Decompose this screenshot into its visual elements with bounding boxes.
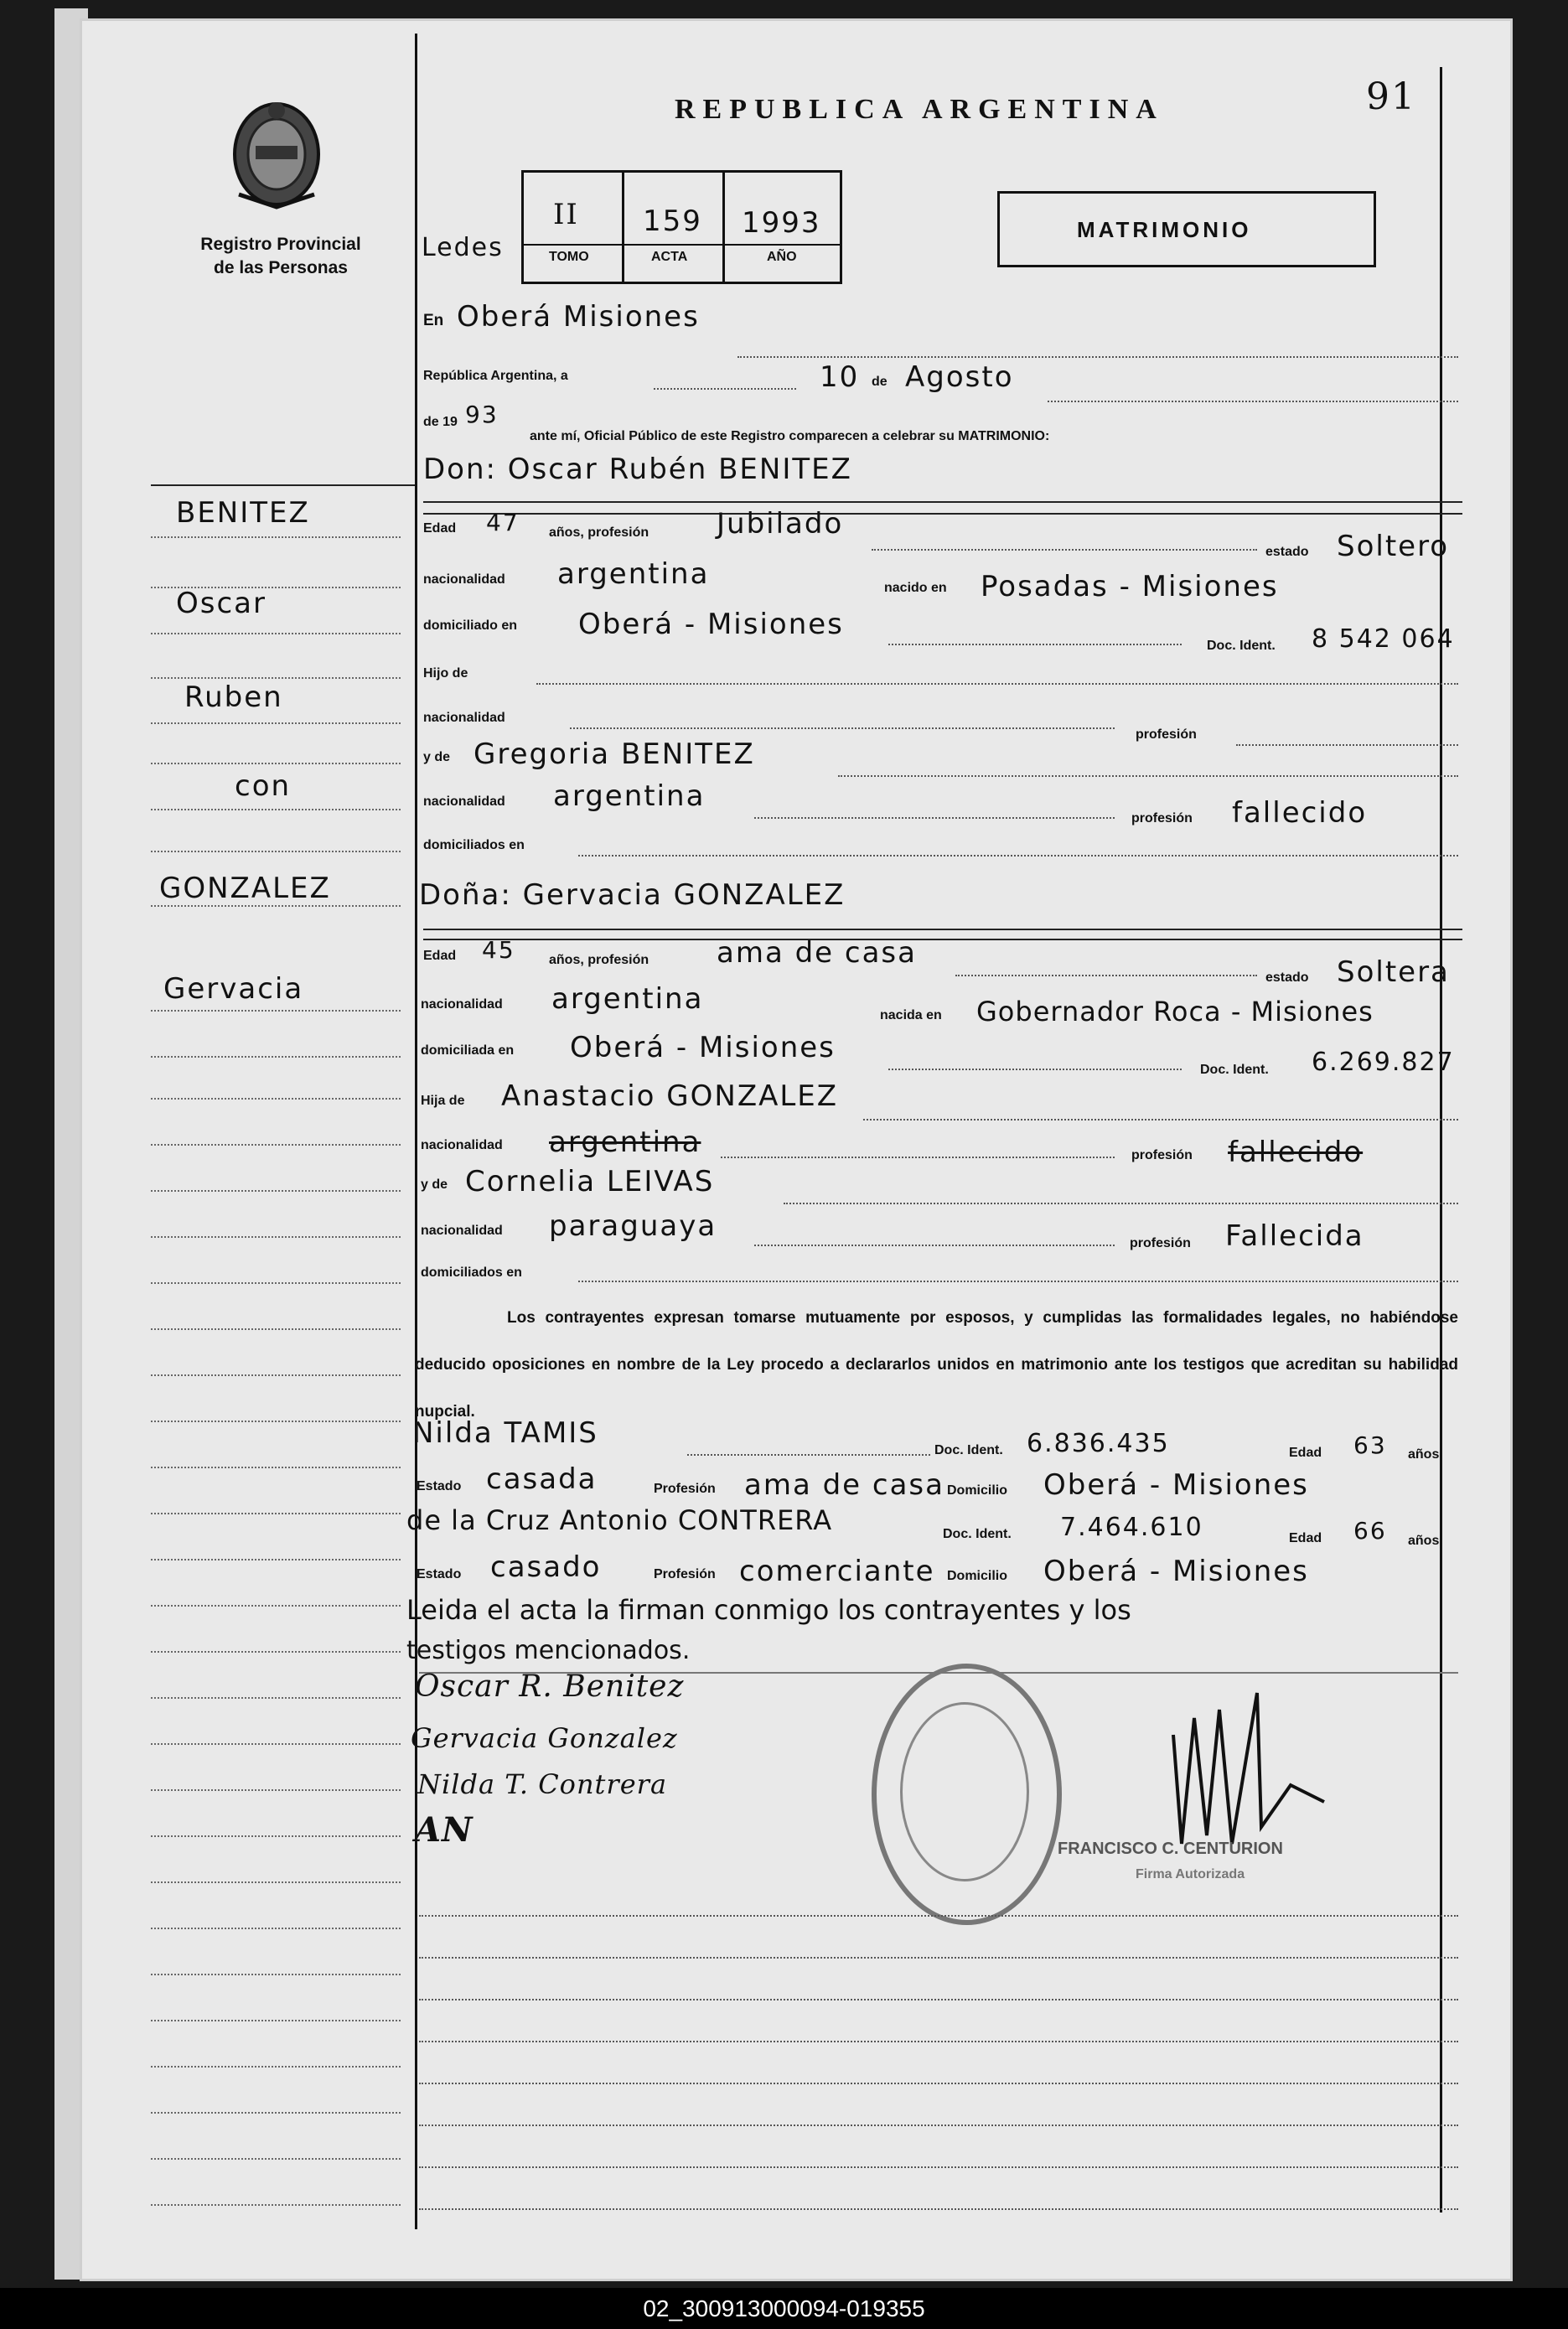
groom-section-rule — [423, 513, 1462, 515]
groom-prof-padre-label: profesión — [1136, 727, 1197, 742]
margin-rule — [151, 2158, 401, 2160]
witness2-profesion-label: Profesión — [654, 1567, 716, 1581]
intro-place-line — [737, 356, 1458, 358]
coat-of-arms-emblem — [222, 94, 331, 211]
witness1-domicilio: Oberá - Misiones — [1043, 1468, 1309, 1502]
groom-nacido: Posadas - Misiones — [981, 570, 1279, 603]
bride-heading-rule — [423, 929, 1462, 930]
groom-domicilio-label: domiciliado en — [423, 618, 518, 633]
margin-rule — [151, 1743, 401, 1745]
margin-rule — [151, 1697, 401, 1699]
bride-hija-label: Hija de — [421, 1094, 465, 1108]
margin-rule — [151, 1513, 401, 1514]
intro-day: 10 — [820, 360, 860, 394]
bride-nacionalidad: argentina — [551, 982, 704, 1016]
margin-rule — [151, 536, 401, 538]
groom-edad: 47 — [486, 509, 520, 536]
groom-heading: Don: Oscar Rubén BENITEZ — [423, 453, 852, 486]
de-label: de — [872, 375, 887, 389]
bride-domicilio-line — [888, 1069, 1182, 1070]
groom-estado: Soltero — [1337, 530, 1450, 563]
witness1-anos: años — [1408, 1447, 1440, 1462]
witness2-edad-label: Edad — [1289, 1531, 1322, 1545]
groom-doc: 8 542 064 — [1312, 624, 1455, 654]
closing-line1: Leida el acta la firman conmigo los contrayentes y los — [406, 1594, 1131, 1626]
ledes-note: Ledes — [422, 233, 504, 262]
groom-profesion-line — [872, 549, 1257, 551]
bride-edad: 45 — [482, 936, 515, 964]
year-suffix: 93 — [465, 401, 499, 428]
witness1-name-line — [687, 1454, 930, 1456]
margin-rule — [151, 1328, 401, 1330]
margin-rule — [151, 1098, 401, 1100]
margin-con: con — [235, 769, 292, 803]
margin-rule — [151, 1010, 401, 1012]
groom-nacido-label: nacido en — [884, 581, 947, 595]
margin-rule — [151, 1835, 401, 1837]
bride-domicilio: Oberá - Misiones — [570, 1031, 836, 1064]
margin-rule — [151, 633, 401, 634]
bride-heading: Doña: Gervacia GONZALEZ — [419, 878, 846, 912]
margin-rule — [151, 1651, 401, 1653]
bride-estado: Soltera — [1337, 955, 1450, 989]
officer-name: FRANCISCO C. CENTURION — [1058, 1840, 1283, 1858]
intro-month: Agosto — [905, 360, 1014, 394]
signature-groom: Oscar R. Benitez — [415, 1669, 685, 1704]
groom-estado-label: estado — [1265, 545, 1309, 559]
witness2-doc-label: Doc. Ident. — [943, 1527, 1012, 1541]
margin-rule — [151, 1056, 401, 1058]
page-number: 91 — [1366, 75, 1416, 118]
groom-hijo-label: Hijo de — [423, 666, 468, 681]
registry-name — [172, 233, 390, 280]
bride-domiciliados-label: domiciliados en — [421, 1265, 522, 1280]
groom-nac-madre-line — [754, 817, 1115, 819]
bride-domicilio-label: domiciliada en — [421, 1043, 515, 1058]
officer-title: Firma Autorizada — [1136, 1867, 1245, 1881]
bride-padre-line — [863, 1119, 1458, 1121]
witness1-domicilio-label: Domicilio — [947, 1483, 1008, 1498]
groom-heading-rule — [423, 501, 1462, 503]
margin-rule — [151, 1421, 401, 1422]
margin-name1b: Ruben — [184, 681, 283, 714]
bride-doc: 6.269.827 — [1312, 1048, 1455, 1077]
bride-domiciliados-line — [578, 1281, 1458, 1282]
margin-rule — [151, 2066, 401, 2068]
margin-name2: Gervacia — [163, 972, 304, 1006]
acta-value: 159 — [643, 204, 702, 238]
closing-line2: testigos mencionados. — [406, 1636, 691, 1665]
groom-nac-padre-label: nacionalidad — [423, 711, 505, 725]
witness1-estado: casada — [486, 1462, 598, 1496]
groom-nac-madre-label: nacionalidad — [423, 794, 505, 809]
margin-rule — [151, 1282, 401, 1284]
ante-text: ante mí, Oficial Público de este Registro comparecen a celebrar su MATRIMONIO: — [530, 429, 1050, 443]
witness2-profesion: comerciante — [739, 1555, 935, 1588]
year-prefix: de 19 — [423, 415, 458, 429]
blank-line — [419, 1915, 1458, 1917]
groom-madre: Gregoria BENITEZ — [474, 738, 755, 771]
witness1-profesion-label: Profesión — [654, 1482, 716, 1496]
bride-section-rule — [423, 939, 1462, 940]
witness2-domicilio: Oberá - Misiones — [1043, 1555, 1309, 1588]
bride-madre-line — [784, 1203, 1458, 1204]
signature-bride: Gervacia Gonzalez — [411, 1722, 678, 1754]
bride-madre: Cornelia LEIVAS — [465, 1165, 715, 1198]
bride-ymadre-label: y de — [421, 1177, 448, 1192]
margin-rule — [151, 1467, 401, 1468]
tomo-label: TOMO — [549, 250, 589, 264]
margin-rule — [151, 809, 401, 810]
margin-top-rule — [151, 484, 415, 486]
bride-nac-padre: argentina — [549, 1126, 701, 1159]
groom-hijo-line — [536, 683, 1458, 685]
tomo-value: II — [553, 198, 579, 231]
blank-line — [419, 2041, 1458, 2042]
margin-rule — [151, 1881, 401, 1883]
declaration-paragraph: Los contrayentes expresan tomarse mutuamente por esposos, y cumplidas las formalidades legales, no habiéndose deducido oposiciones en nombre de la Ley procedo a declararlos unidos en matrimonio ante los testigos que acreditan su habilidad nupcial. — [415, 1309, 1458, 1421]
groom-nac-madre: argentina — [553, 779, 706, 813]
witness1-estado-label: Estado — [417, 1479, 462, 1493]
margin-rule — [151, 1789, 401, 1791]
margin-rule — [151, 2112, 401, 2114]
groom-doc-label: Doc. Ident. — [1207, 639, 1276, 653]
margin-rule — [151, 2204, 401, 2206]
groom-nacionalidad-label: nacionalidad — [423, 572, 505, 587]
groom-domicilio-line — [888, 644, 1182, 645]
margin-rule — [151, 722, 401, 724]
acta-label: ACTA — [651, 250, 688, 264]
witness2-domicilio-label: Domicilio — [947, 1569, 1008, 1583]
groom-domicilio: Oberá - Misiones — [578, 608, 844, 641]
groom-madre-line — [838, 775, 1458, 777]
bride-prof-padre-label: profesión — [1131, 1148, 1193, 1162]
margin-surname2: GONZALEZ — [159, 872, 331, 905]
bride-nacida: Gobernador Roca - Misiones — [976, 996, 1374, 1027]
day-line — [654, 388, 796, 390]
margin-rule — [151, 763, 401, 764]
bride-prof-madre-label: profesión — [1130, 1236, 1191, 1250]
bride-padre: Anastacio GONZALEZ — [501, 1079, 839, 1113]
registry-line1: Registro Provincial — [200, 235, 361, 254]
acta-cell — [624, 173, 725, 282]
groom-edad-label: Edad — [423, 521, 457, 536]
record-type-box — [997, 191, 1376, 267]
groom-domiciliados-label: domiciliados en — [423, 838, 525, 852]
signature-witness: Nilda T. Contrera — [417, 1768, 668, 1800]
witness1-edad-label: Edad — [1289, 1446, 1322, 1460]
record-type: MATRIMONIO — [1077, 217, 1252, 242]
republica-label: República Argentina, a — [423, 369, 568, 383]
groom-profesion: Jubilado — [717, 507, 844, 541]
margin-rule — [151, 1190, 401, 1192]
witness1-edad: 63 — [1353, 1431, 1387, 1459]
margin-rule — [151, 1605, 401, 1607]
bride-estado-label: estado — [1265, 970, 1309, 985]
witness1-name: Nilda TAMIS — [412, 1416, 598, 1450]
groom-nacionalidad: argentina — [557, 557, 710, 591]
bride-edad-label: Edad — [423, 949, 457, 963]
blank-line — [419, 1957, 1458, 1959]
witness1-profesion: ama de casa — [744, 1468, 944, 1502]
ano-label: AÑO — [767, 250, 797, 264]
official-seal-stamp — [872, 1664, 1062, 1925]
groom-prof-madre-label: profesión — [1131, 811, 1193, 826]
groom-prof-padre-line — [1236, 744, 1458, 746]
intro-place: Oberá Misiones — [457, 300, 700, 334]
margin-name1: Oscar — [176, 587, 267, 620]
en-label: En — [423, 312, 444, 329]
blank-line — [419, 1999, 1458, 2000]
witness2-name: de la Cruz Antonio CONTRERA — [406, 1504, 833, 1536]
margin-rule — [151, 905, 401, 907]
margin-surname1: BENITEZ — [176, 496, 310, 530]
witness1-doc: 6.836.435 — [1027, 1429, 1170, 1458]
witness2-estado-label: Estado — [417, 1567, 462, 1581]
margin-rule — [151, 1559, 401, 1560]
right-margin-rule — [1440, 67, 1442, 2213]
scan-id-footer: 02_300913000094-019355 — [0, 2288, 1568, 2329]
groom-prof-madre: fallecido — [1232, 796, 1368, 830]
bride-anos-profesion: años, profesión — [549, 953, 649, 967]
bride-nac-madre-label: nacionalidad — [421, 1224, 503, 1238]
groom-ymadre-label: y de — [423, 750, 451, 764]
tomo-cell — [524, 173, 624, 282]
bride-nac-madre: paraguaya — [549, 1209, 717, 1243]
blank-line — [419, 2125, 1458, 2126]
bride-nac-padre-line — [721, 1157, 1115, 1158]
witness2-edad: 66 — [1353, 1517, 1387, 1545]
bride-nacionalidad-label: nacionalidad — [421, 997, 503, 1012]
margin-rule — [151, 587, 401, 588]
bride-prof-madre: Fallecida — [1225, 1219, 1364, 1253]
margin-rule — [151, 1236, 401, 1238]
margin-rule — [151, 1144, 401, 1146]
bride-prof-padre: fallecido — [1228, 1136, 1364, 1169]
registry-line2: de las Personas — [214, 258, 348, 277]
margin-rule — [151, 1974, 401, 1975]
witness1-doc-label: Doc. Ident. — [934, 1443, 1003, 1457]
bride-nacida-label: nacida en — [880, 1008, 942, 1022]
groom-domiciliados-line — [578, 855, 1458, 857]
groom-nac-padre-line — [570, 727, 1115, 729]
margin-rule — [151, 851, 401, 852]
record-id-box — [521, 170, 842, 284]
witness2-anos: años — [1408, 1534, 1440, 1548]
margin-rule — [151, 1374, 401, 1376]
margin-rule — [151, 677, 401, 679]
witness2-doc: 7.464.610 — [1060, 1513, 1203, 1542]
witness2-estado: casado — [490, 1550, 602, 1584]
ano-value: 1993 — [742, 206, 821, 240]
bride-nac-padre-label: nacionalidad — [421, 1138, 503, 1152]
blank-line — [419, 2208, 1458, 2210]
margin-rule — [151, 2020, 401, 2021]
bride-doc-label: Doc. Ident. — [1200, 1063, 1269, 1077]
left-margin-rule — [415, 34, 417, 2229]
margin-rule — [151, 1928, 401, 1929]
bride-nac-madre-line — [754, 1245, 1115, 1246]
ano-cell — [725, 173, 837, 282]
bride-profesion: ama de casa — [717, 936, 917, 970]
month-line — [1048, 401, 1458, 402]
country-title: REPUBLICA ARGENTINA — [675, 94, 1164, 125]
bride-profesion-line — [955, 975, 1257, 976]
groom-anos-profesion: años, profesión — [549, 525, 649, 540]
signature-initials: AN — [415, 1810, 474, 1850]
blank-line — [419, 2083, 1458, 2084]
blank-line — [419, 2166, 1458, 2168]
